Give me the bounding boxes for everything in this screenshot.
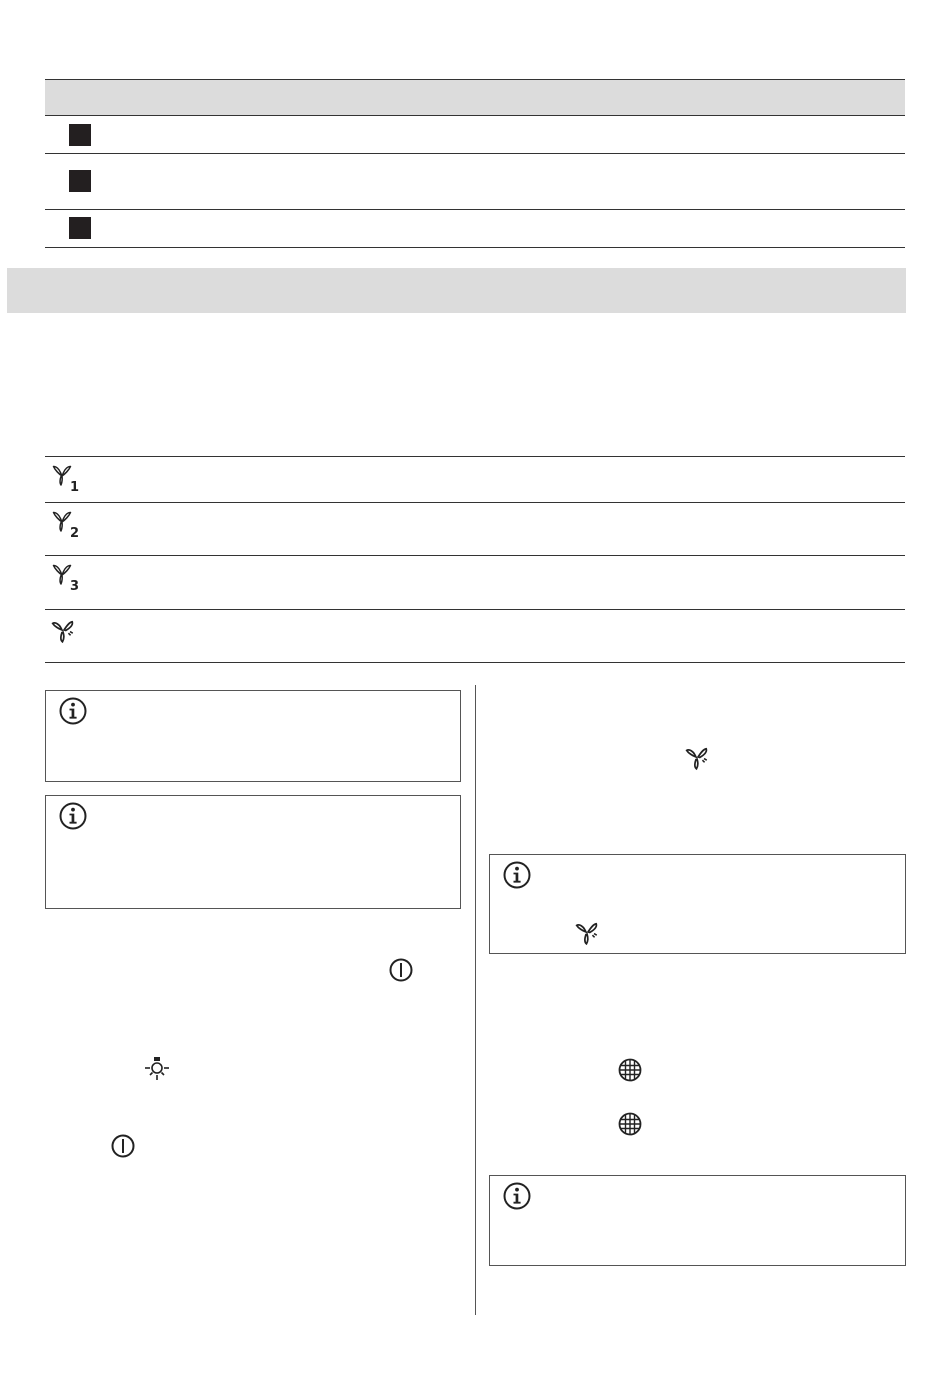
table-rule: [45, 555, 905, 556]
table-rule: [45, 609, 905, 610]
filter-grid-icon: [617, 1057, 643, 1083]
info-icon: [502, 860, 532, 890]
fan-speed-3-icon: [50, 562, 84, 592]
power-icon: [388, 957, 414, 983]
fan-boost-icon: [574, 920, 600, 946]
power-icon: [110, 1133, 136, 1159]
section-heading-band: [7, 268, 906, 313]
info-note-box: [45, 690, 461, 782]
table-rule: [45, 209, 905, 210]
table-rule: [45, 456, 905, 457]
info-icon: [502, 1181, 532, 1211]
info-note-box: [45, 795, 461, 909]
table-rule: [45, 79, 905, 80]
svg-text:3: 3: [70, 579, 80, 592]
table-header-band: [45, 79, 905, 115]
info-icon: [58, 801, 88, 831]
table-rule: [45, 153, 905, 154]
column-divider: [475, 685, 476, 1315]
info-note-box: [489, 854, 906, 954]
fan-speed-1-icon: [50, 463, 84, 493]
table-rule: [45, 662, 905, 663]
table-rule: [45, 115, 905, 116]
info-icon: [58, 696, 88, 726]
key-square: [69, 124, 91, 146]
key-square: [69, 217, 91, 239]
svg-text:1: 1: [70, 480, 80, 493]
fan-boost-icon: [50, 618, 76, 644]
fan-boost-icon: [684, 745, 710, 771]
table-rule: [45, 502, 905, 503]
light-icon: [143, 1055, 171, 1083]
info-note-box: [489, 1175, 906, 1266]
fan-speed-2-icon: [50, 509, 84, 539]
key-square: [69, 170, 91, 192]
filter-grid-icon: [617, 1111, 643, 1137]
svg-text:2: 2: [70, 526, 80, 539]
table-rule: [45, 247, 905, 248]
